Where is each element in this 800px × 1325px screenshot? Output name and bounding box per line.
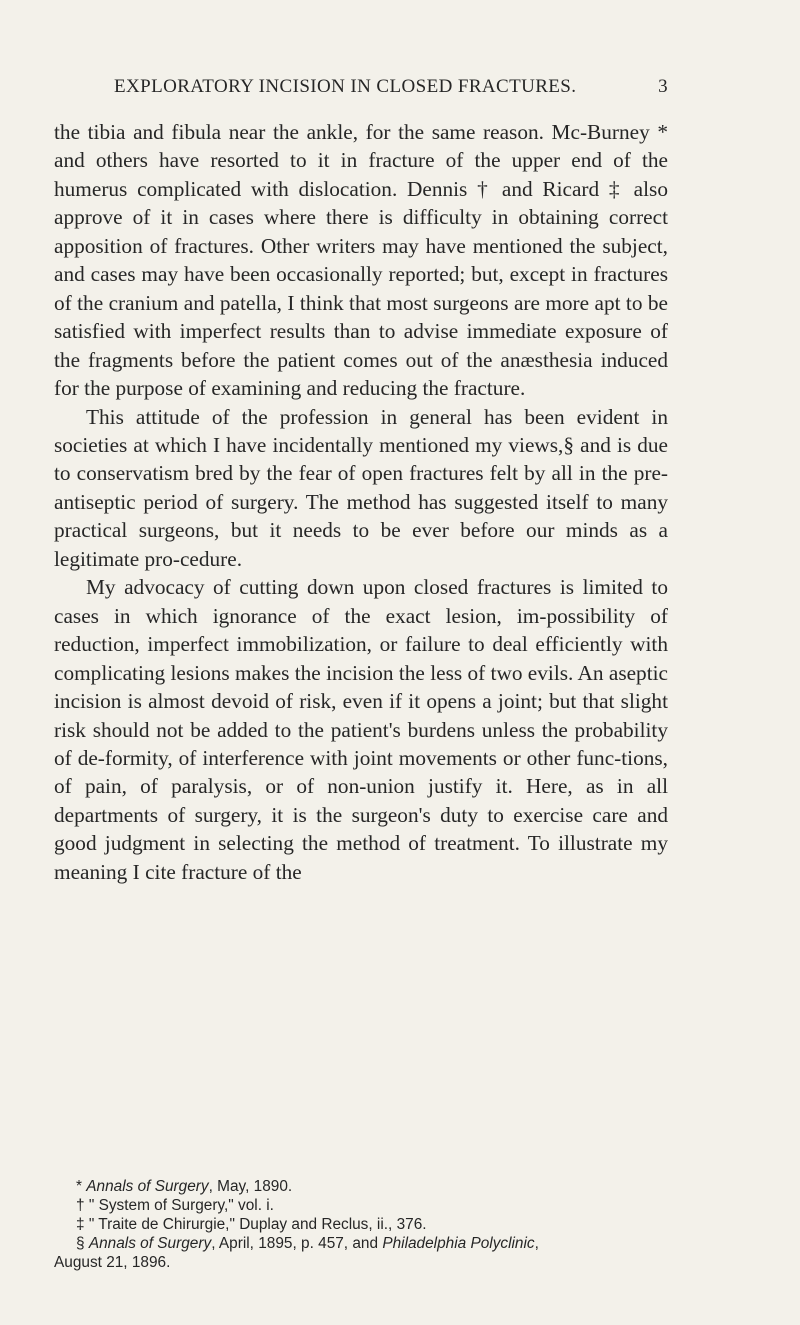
footnote-3: ‡ " Traite de Chirurgie," Duplay and Reclus, ii., 376. [76, 1216, 427, 1233]
footnote-4 [54, 1234, 668, 1253]
footnote-mark: § [76, 1235, 89, 1252]
body-text [54, 118, 668, 886]
paragraph-3: My advocacy of cutting down upon closed fractures is limited to cases in which ignorance of the exact lesion, im-possibility of reduction, imperfect immobilization, or failure to deal efficiently with complicating lesions makes the incision the less of two evils. An aseptic incision is almost devoid of risk, even if it opens a joint; but that slight risk should not be added to the patient's burdens unless the probability of de-formity, of interference with joint movements or other func-tions, of pain, of paralysis, or of non-union justify it. Here, as in all departments of surgery, it is the surgeon's duty to exercise care and good judgment in selecting the method of treatment. To illustrate my meaning I cite fracture of the [54, 575, 668, 884]
footnote-title: Annals of Surgery [86, 1178, 209, 1195]
footnote-detail: , May, 1890. [208, 1178, 293, 1195]
footnotes [54, 1177, 668, 1272]
page-number: 3 [658, 76, 668, 97]
paragraph-2: This attitude of the profession in general has been evident in societies at which I have incidentally mentioned my views,§ and is due to conservatism bred by the fear of open fractures felt by all in the pre-antiseptic period of surgery. The method has suggested itself to many practical surgeons, but it needs to be ever before our minds as a legitimate pro-cedure. [54, 404, 668, 571]
footnote-detail: , April, 1895, p. 457, and [211, 1235, 383, 1252]
footnote-journal: Philadelphia Polyclinic [382, 1235, 535, 1252]
running-header [114, 76, 668, 98]
footnote-punct: , [534, 1235, 539, 1252]
footnote-4-continuation: August 21, 1896. [54, 1254, 171, 1271]
footnote-mark: * [76, 1178, 87, 1195]
paragraph-1: the tibia and fibula near the ankle, for the same reason. Mc-Burney * and others have resorted to it in fracture of the upper end of the humerus complicated with dislocation. Dennis † and Ricard ‡ also approve of it in cases where there is difficulty in obtaining correct apposition of fractures. Other writers may have mentioned the subject, and cases may have been occasionally reported; but, except in fractures of the cranium and patella, I think that most surgeons are more apt to be satisfied with imperfect results than to advise immediate exposure of the fragments before the patient comes out of the anæsthesia induced for the purpose of examining and reducing the fracture. [54, 120, 668, 401]
footnote-title: Annals of Surgery [88, 1235, 212, 1252]
footnote-1 [54, 1177, 668, 1196]
footnote-2: † " System of Surgery," vol. i. [76, 1197, 274, 1214]
running-title: EXPLORATORY INCISION IN CLOSED FRACTURES. [114, 76, 577, 97]
